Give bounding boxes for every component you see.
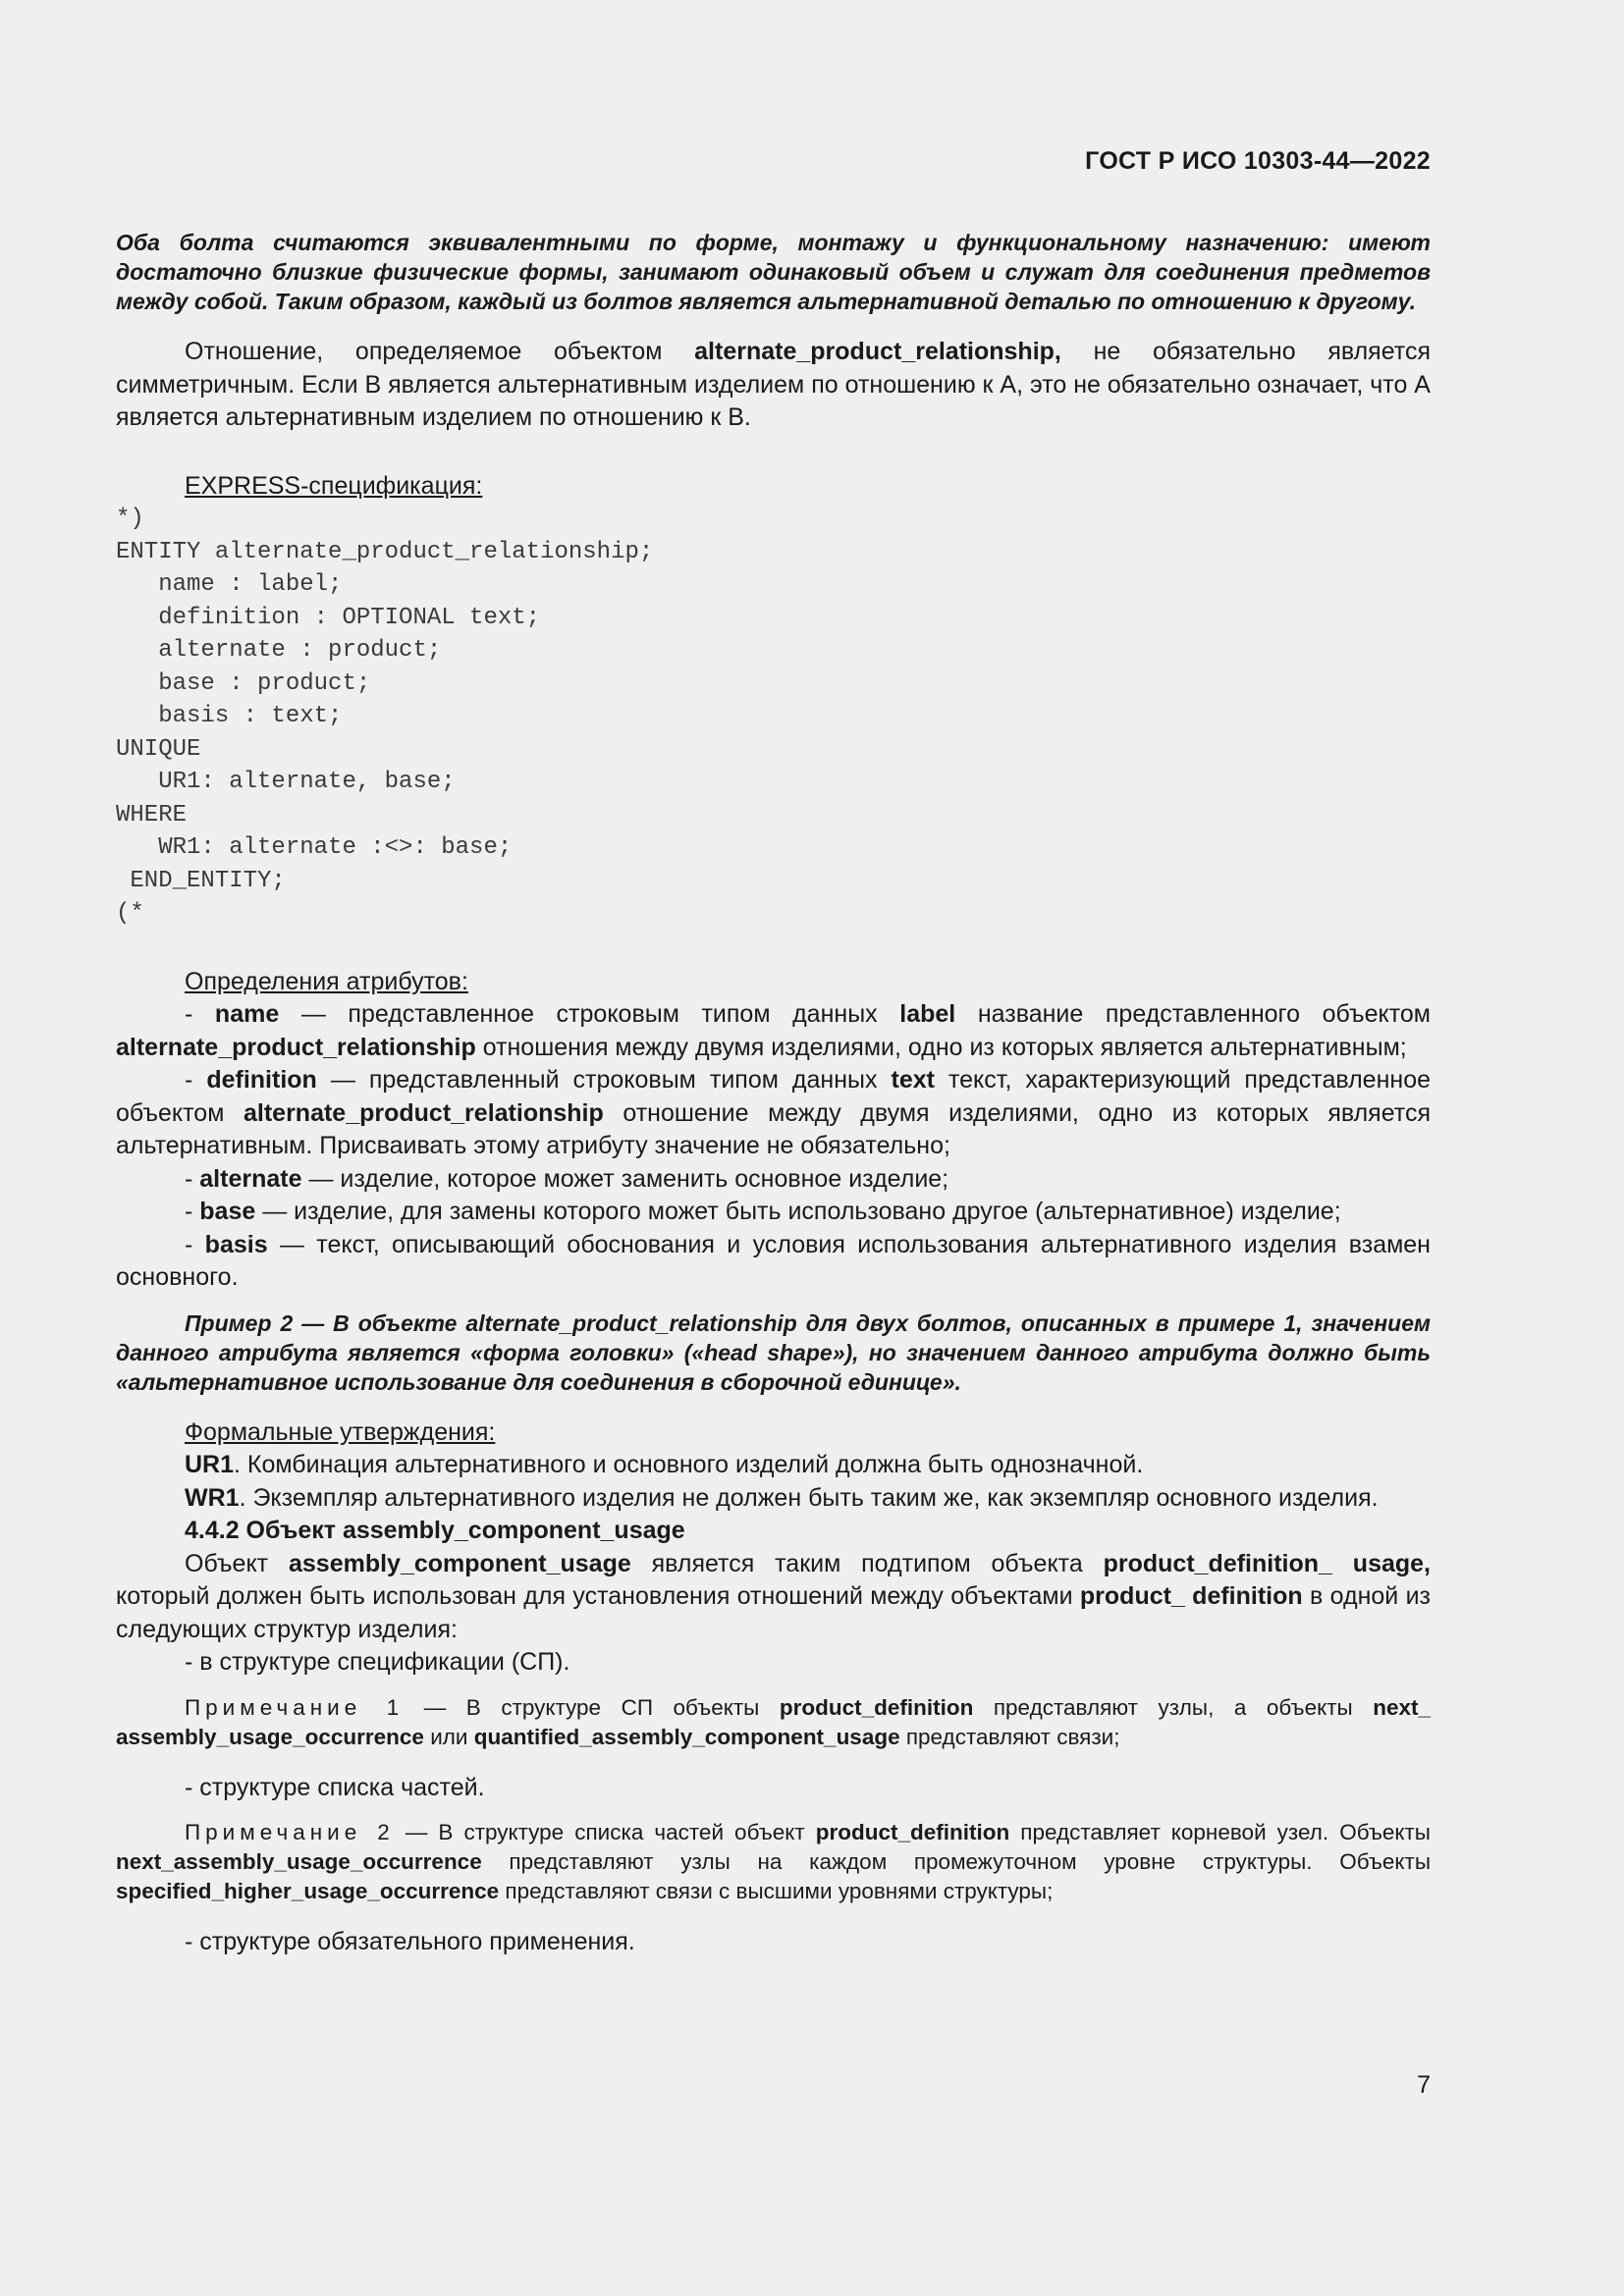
entity-term: next_assembly_usage_occurrence: [116, 1849, 482, 1874]
entity-term: quantified_assembly_component_usage: [473, 1724, 900, 1749]
attr-term: name: [214, 1000, 280, 1028]
entity-term: specified_higher_usage_occurrence: [116, 1879, 500, 1903]
text-run: представляют узлы на каждом промежуточном уровне структуры. Объекты: [481, 1849, 1431, 1874]
attr-term: base: [199, 1198, 256, 1225]
example-2: Пример 2 — В объекте alternate_product_relationship для двух болтов, описанных в примере 1, значением данного атрибута является «форма головки» («head shape»), но значением данного атрибута должно быть «альтернативное использование для соединения в сборочной единице».: [116, 1309, 1431, 1395]
text-run: представляет корневой узел. Объекты: [1009, 1820, 1431, 1844]
list-item-mandatory-use: - структуре обязательного применения.: [185, 1928, 635, 1955]
rule-id: WR1: [185, 1483, 240, 1512]
text-run: . Комбинация альтернативного и основного изделий должна быть однозначной.: [234, 1451, 1144, 1478]
text-run: Отношение, определяемое объектом: [185, 338, 695, 365]
text-run: Объект: [185, 1549, 289, 1577]
entity-term: product_ definition: [1079, 1582, 1303, 1610]
express-code-block: *) ENTITY alternate_product_relationship; name : label; definition : OPTIONAL text; alternate : product; base : product; basis : text; UNIQUE UR1: alternate, base; WHERE WR1: alternate :<>: base; END_ENTITY; (*: [116, 506, 654, 927]
text-run: — изделие, которое может заменить основное изделие;: [301, 1164, 949, 1193]
note-label: Примечание 2: [185, 1820, 395, 1844]
text-run: отношение между двумя изделиями, одно из которых является альтернативным. Присваивать этому атрибуту значение не обязательно;: [116, 1098, 1431, 1159]
attr-name: [116, 998, 1431, 1064]
section-paragraph: [116, 1548, 1431, 1647]
dash: -: [185, 1164, 200, 1193]
note-2: [116, 1818, 1431, 1906]
dash: -: [185, 1000, 215, 1028]
entity-name: alternate_product_relationship,: [694, 338, 1061, 365]
text-run: название представленного объектом: [955, 1000, 1431, 1028]
text-run: который должен быть использован для установления отношений между объектами: [116, 1582, 1080, 1610]
note-label: Примечание 1: [185, 1694, 405, 1720]
entity-term: product_definition: [779, 1694, 974, 1720]
rule-wr1: [116, 1482, 1431, 1516]
type-term: text: [891, 1066, 935, 1094]
attr-alternate: [116, 1163, 1431, 1197]
text-run: представляют связи с высшими уровнями структуры;: [499, 1879, 1054, 1903]
attr-term: basis: [204, 1230, 268, 1258]
entity-term: next_ assembly_usage_occurrence: [116, 1694, 1431, 1749]
text-run: . Экземпляр альтернативного изделия не должен быть таким же, как экземпляр основного изделия.: [239, 1483, 1379, 1512]
text-run: отношения между двумя изделиями, одно из которых является альтернативным;: [475, 1033, 1407, 1061]
formal-propositions-label: Формальные утверждения:: [185, 1417, 496, 1446]
page-number: 7: [1417, 2071, 1431, 2099]
entity-term: assembly_component_usage: [289, 1549, 631, 1577]
paragraph-relationship: [116, 336, 1431, 435]
text-run: текст, характеризующий представленное объектом: [116, 1066, 1431, 1127]
attr-base: [116, 1196, 1431, 1229]
list-item-bom: - в структуре спецификации (СП).: [185, 1648, 570, 1676]
text-run: — В структуре списка частей объект: [394, 1820, 816, 1844]
dash: -: [185, 1066, 207, 1094]
dash: -: [185, 1198, 200, 1225]
text-run: не обязательно является симметричным. Если В является альтернативным изделием по отношению к А, это не обязательно означает, что А является альтернативным изделием по отношению к В.: [116, 338, 1431, 431]
document-body: [116, 228, 1431, 1959]
text-run: представляют узлы, а объекты: [973, 1694, 1374, 1720]
express-spec-label: EXPRESS-спецификация:: [185, 471, 483, 500]
attr-term: definition: [206, 1066, 317, 1094]
attr-term: alternate: [199, 1164, 302, 1193]
text-run: или: [423, 1724, 474, 1749]
text-run: — текст, описывающий обоснования и условия использования альтернативного изделия взамен основного.: [116, 1230, 1431, 1291]
text-run: — представленное строковым типом данных: [279, 1000, 900, 1028]
rule-id: UR1: [185, 1451, 235, 1478]
entity-term: product_definition_ usage,: [1103, 1549, 1431, 1577]
entity-term: product_definition: [815, 1820, 1010, 1844]
text-run: — изделие, для замены которого может быть использовано другое (альтернативное) изделие;: [255, 1198, 1341, 1225]
example-1: Оба болта считаются эквивалентными по форме, монтажу и функциональному назначению: имеют достаточно близкие физические формы, занимают одинаковый объем и служат для соединения предметов между собой. Таким образом, каждый из болтов является альтернативной деталью по отношению к другому.: [116, 230, 1431, 314]
entity-term: alternate_product_relationship: [116, 1033, 476, 1061]
dash: -: [185, 1230, 205, 1258]
attributes-label: Определения атрибутов:: [185, 967, 468, 995]
list-item-parts-list: - структуре списка частей.: [185, 1773, 485, 1801]
note-1: [116, 1693, 1431, 1752]
entity-term: alternate_product_relationship: [244, 1098, 604, 1127]
type-term: label: [899, 1000, 956, 1028]
text-run: в одной из следующих структур изделия:: [116, 1582, 1431, 1643]
section-heading: 4.4.2 Объект assembly_component_usage: [185, 1517, 685, 1544]
text-run: является таким подтипом объекта: [630, 1549, 1104, 1577]
attr-definition: [116, 1064, 1431, 1163]
document-header: ГОСТ Р ИСО 10303-44—2022: [1085, 147, 1431, 175]
text-run: — представленный строковым типом данных: [316, 1066, 892, 1094]
text-run: представляют связи;: [899, 1724, 1120, 1749]
attr-basis: [116, 1229, 1431, 1295]
text-run: — В структуре СП объекты: [404, 1694, 780, 1720]
document-page: [116, 0, 1431, 2296]
rule-ur1: [116, 1449, 1431, 1482]
